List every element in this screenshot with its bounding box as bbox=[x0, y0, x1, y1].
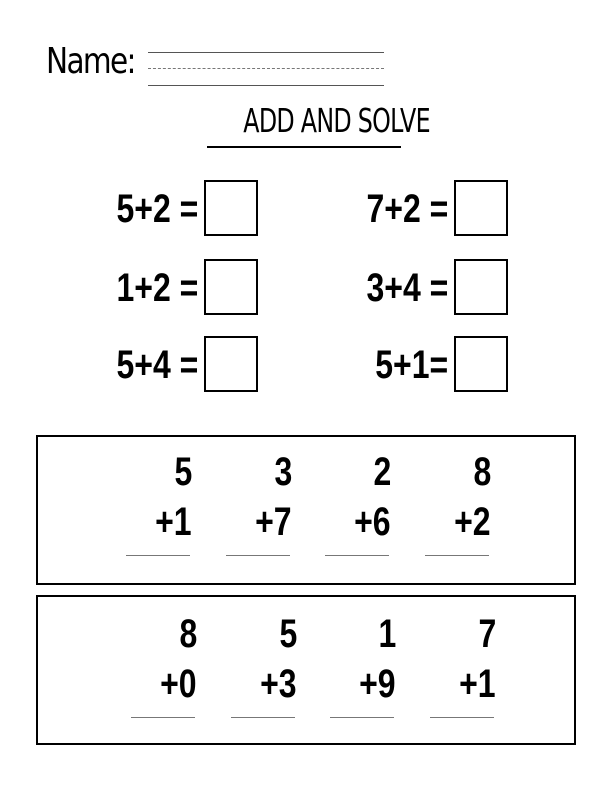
addend-bottom: +1 bbox=[459, 662, 496, 706]
answer-box[interactable] bbox=[454, 180, 508, 236]
equation-row bbox=[58, 259, 258, 317]
addend-top: 1 bbox=[378, 612, 396, 656]
name-line-middle[interactable] bbox=[148, 68, 384, 69]
answer-box[interactable] bbox=[454, 259, 508, 315]
answer-line[interactable] bbox=[430, 717, 494, 718]
answer-line[interactable] bbox=[226, 555, 290, 556]
addend-top: 2 bbox=[373, 450, 391, 494]
addend-top: 5 bbox=[174, 450, 192, 494]
addend-top: 3 bbox=[274, 450, 292, 494]
answer-line[interactable] bbox=[231, 717, 295, 718]
equation-expression: 5+4 = bbox=[116, 343, 198, 387]
addend-bottom: +7 bbox=[255, 500, 292, 544]
vertical-problem bbox=[231, 609, 301, 729]
vertical-problem bbox=[226, 447, 296, 567]
answer-box[interactable] bbox=[204, 259, 258, 315]
equation-row bbox=[58, 180, 258, 238]
addend-bottom: +2 bbox=[454, 500, 491, 544]
answer-box[interactable] bbox=[204, 336, 258, 392]
addend-bottom: +6 bbox=[354, 500, 391, 544]
name-line-top[interactable] bbox=[148, 52, 384, 53]
answer-box[interactable] bbox=[454, 336, 508, 392]
equation-row bbox=[308, 336, 508, 394]
vertical-problem bbox=[325, 447, 395, 567]
equation-row bbox=[58, 336, 258, 394]
answer-line[interactable] bbox=[425, 555, 489, 556]
vertical-addition-panel bbox=[36, 595, 576, 745]
vertical-problem bbox=[131, 609, 201, 729]
title-underline bbox=[207, 146, 401, 148]
answer-line[interactable] bbox=[126, 555, 190, 556]
addend-bottom: +1 bbox=[155, 500, 192, 544]
equation-row bbox=[308, 259, 508, 317]
equation-expression: 1+2 = bbox=[116, 266, 198, 310]
equation-expression: 5+2 = bbox=[116, 187, 198, 231]
addend-top: 5 bbox=[279, 612, 297, 656]
vertical-addition-panel bbox=[36, 435, 576, 585]
name-label: Name: bbox=[46, 41, 135, 82]
vertical-problem bbox=[425, 447, 495, 567]
answer-line[interactable] bbox=[131, 717, 195, 718]
answer-line[interactable] bbox=[330, 717, 394, 718]
answer-line[interactable] bbox=[325, 555, 389, 556]
answer-box[interactable] bbox=[204, 180, 258, 236]
equation-expression: 7+2 = bbox=[366, 187, 448, 231]
addend-bottom: +0 bbox=[160, 662, 197, 706]
addend-top: 8 bbox=[179, 612, 197, 656]
equation-expression: 5+1= bbox=[375, 343, 448, 387]
addend-bottom: +9 bbox=[359, 662, 396, 706]
equation-expression: 3+4 = bbox=[366, 266, 448, 310]
name-line-bottom[interactable] bbox=[148, 85, 384, 86]
addend-bottom: +3 bbox=[260, 662, 297, 706]
equation-row bbox=[308, 180, 508, 238]
vertical-problem bbox=[430, 609, 500, 729]
addend-top: 7 bbox=[478, 612, 496, 656]
page-title: ADD AND SOLVE bbox=[243, 101, 430, 140]
vertical-problem bbox=[126, 447, 196, 567]
addend-top: 8 bbox=[473, 450, 491, 494]
vertical-problem bbox=[330, 609, 400, 729]
